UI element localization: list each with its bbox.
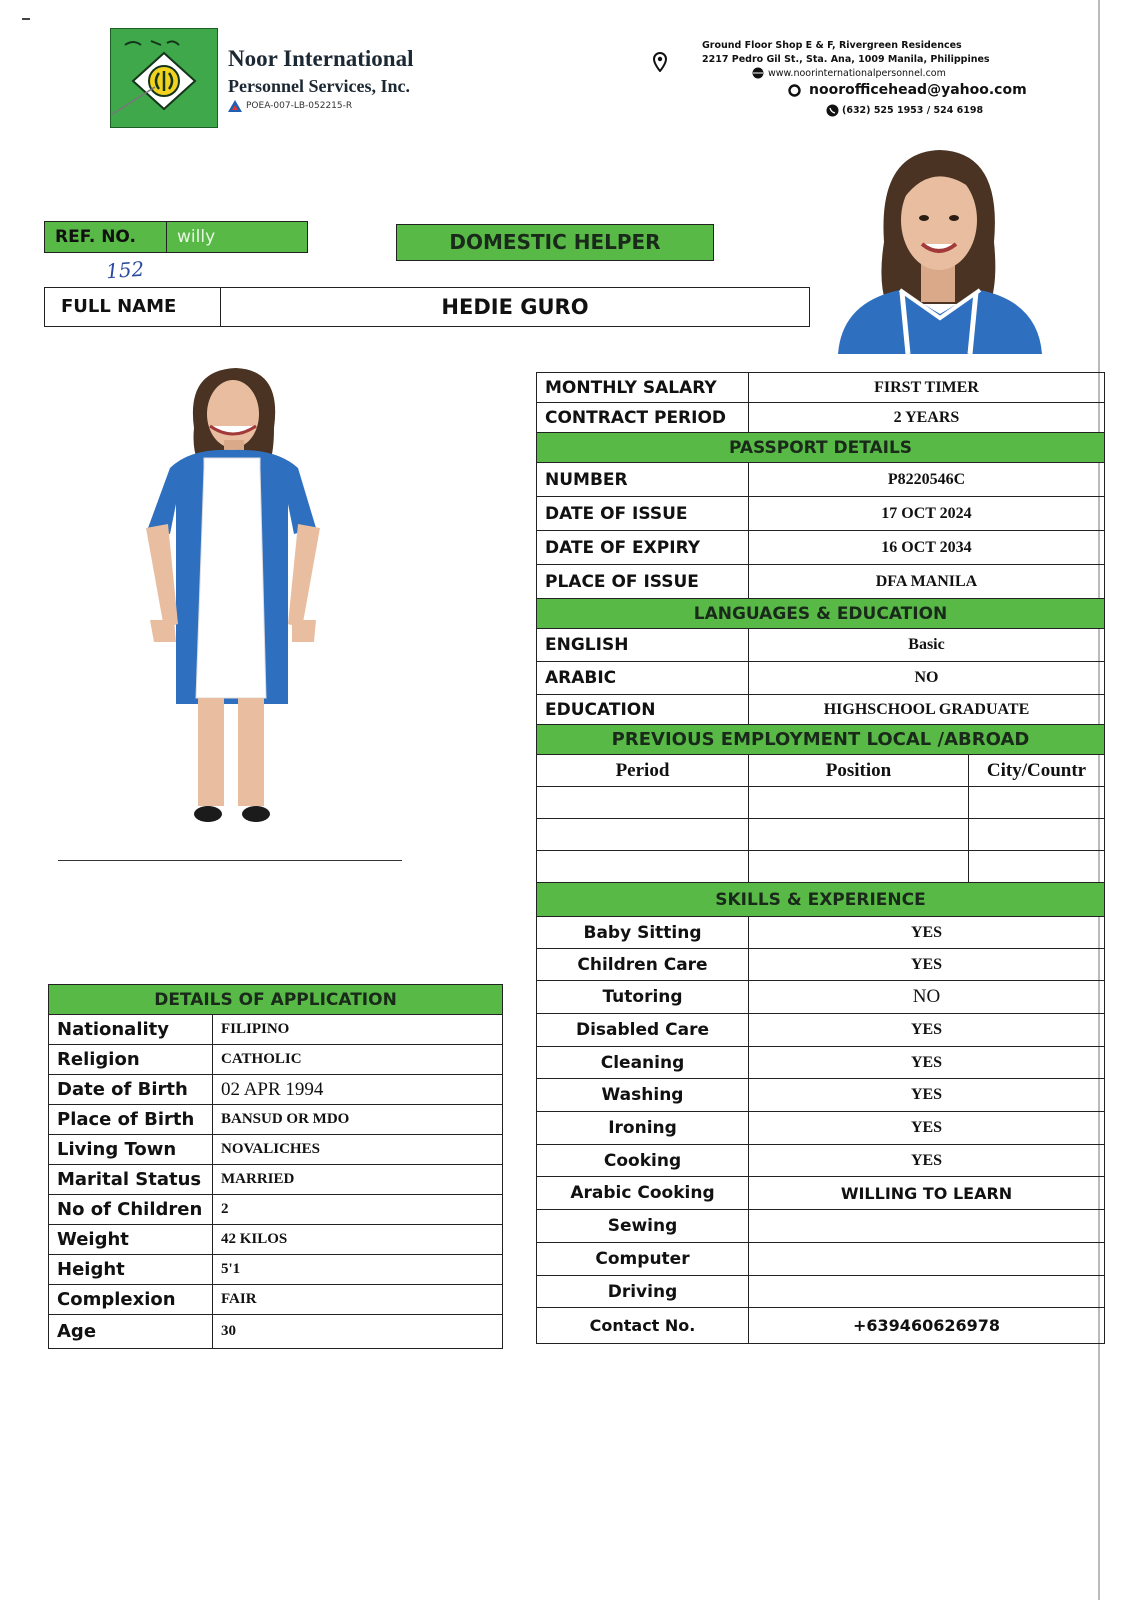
section-header-employment: PREVIOUS EMPLOYMENT LOCAL /ABROAD	[537, 725, 1105, 755]
address-line-2: 2217 Pedro Gil St., Sta. Ana, 1009 Manila, Philippines	[702, 54, 990, 65]
poea-triangle-icon	[228, 100, 242, 112]
skill-label: Tutoring	[537, 981, 749, 1014]
skill-value: YES	[749, 1047, 1105, 1079]
main-details-table	[536, 372, 1105, 1344]
app-value: NOVALICHES	[213, 1135, 503, 1165]
application-details-table	[48, 984, 503, 1349]
scan-corner-mark	[22, 18, 30, 20]
app-label: Age	[49, 1315, 213, 1349]
company-name: Noor International	[228, 46, 414, 71]
row-value: P8220546C	[749, 463, 1105, 497]
row-label: NUMBER	[537, 463, 749, 497]
skill-value: YES	[749, 1112, 1105, 1145]
section-header-passport: PASSPORT DETAILS	[537, 433, 1105, 463]
app-label: No of Children	[49, 1195, 213, 1225]
company-subtitle: Personnel Services, Inc.	[228, 76, 410, 96]
app-label: Religion	[49, 1045, 213, 1075]
email-row	[788, 82, 1027, 98]
skill-label: Driving	[537, 1276, 749, 1308]
section-header-languages: LANGUAGES & EDUCATION	[537, 599, 1105, 629]
skill-value: NO	[749, 981, 1105, 1014]
contact-number: +639460626978	[749, 1308, 1105, 1344]
skill-value	[749, 1243, 1105, 1276]
photo-floor-line	[58, 860, 402, 861]
column-header-period: Period	[537, 755, 749, 787]
phone-icon	[826, 104, 839, 117]
row-value: Basic	[749, 629, 1105, 662]
row-value: 17 OCT 2024	[749, 497, 1105, 531]
email-text: noorofficehead@yahoo.com	[809, 82, 1027, 98]
row-value: FIRST TIMER	[749, 373, 1105, 403]
app-value: MARRIED	[213, 1165, 503, 1195]
employment-empty-row	[537, 851, 1105, 883]
phone-text: (632) 525 1953 / 524 6198	[842, 105, 984, 116]
address-line-1: Ground Floor Shop E & F, Rivergreen Residences	[702, 40, 962, 51]
ref-no-box	[44, 221, 308, 253]
license-number: POEA-007-LB-052215-R	[246, 101, 353, 111]
row-value: 16 OCT 2034	[749, 531, 1105, 565]
row-label: DATE OF ISSUE	[537, 497, 749, 531]
app-label: Height	[49, 1255, 213, 1285]
website-text: www.noorinternationalpersonnel.com	[768, 67, 946, 79]
column-header-position: Position	[749, 755, 969, 787]
handwritten-ref-number: 152	[105, 256, 145, 284]
portrait-photo	[836, 132, 1042, 354]
column-header-city: City/Countr	[969, 755, 1105, 787]
globe-icon	[752, 67, 764, 79]
row-value: HIGHSCHOOL GRADUATE	[749, 695, 1105, 725]
full-body-photo	[120, 368, 340, 858]
email-icon	[788, 84, 801, 97]
row-value: 2 YEARS	[749, 403, 1105, 433]
app-value: FAIR	[213, 1285, 503, 1315]
row-value: DFA MANILA	[749, 565, 1105, 599]
row-label: DATE OF EXPIRY	[537, 531, 749, 565]
employment-empty-row	[537, 819, 1105, 851]
skill-label: Children Care	[537, 949, 749, 981]
app-label: Place of Birth	[49, 1105, 213, 1135]
row-value: NO	[749, 662, 1105, 695]
skill-value: WILLING TO LEARN	[749, 1177, 1105, 1210]
skill-value: YES	[749, 949, 1105, 981]
skill-label: Washing	[537, 1079, 749, 1112]
website-row	[752, 67, 946, 79]
app-label: Living Town	[49, 1135, 213, 1165]
app-value: 5'1	[213, 1255, 503, 1285]
app-label: Complexion	[49, 1285, 213, 1315]
skill-label: Arabic Cooking	[537, 1177, 749, 1210]
app-label: Marital Status	[49, 1165, 213, 1195]
ref-no-value: willy	[177, 227, 216, 247]
skill-value: YES	[749, 1014, 1105, 1047]
skill-value: YES	[749, 1145, 1105, 1177]
full-name-label: FULL NAME	[45, 288, 221, 326]
app-value: 2	[213, 1195, 503, 1225]
app-value: 02 APR 1994	[213, 1075, 503, 1105]
section-header-application: DETAILS OF APPLICATION	[49, 985, 503, 1015]
skill-value	[749, 1276, 1105, 1308]
skill-label: Disabled Care	[537, 1014, 749, 1047]
ref-no-label: REF. NO.	[45, 222, 167, 252]
skill-label: Cleaning	[537, 1047, 749, 1079]
app-value: FILIPINO	[213, 1015, 503, 1045]
company-logo	[110, 28, 218, 128]
skill-value: YES	[749, 1079, 1105, 1112]
full-name-row	[44, 287, 810, 327]
row-label: ARABIC	[537, 662, 749, 695]
row-label: ENGLISH	[537, 629, 749, 662]
table-row	[537, 373, 1105, 403]
row-label: MONTHLY SALARY	[537, 373, 749, 403]
skill-value: YES	[749, 917, 1105, 949]
full-name-value: HEDIE GURO	[441, 295, 589, 319]
row-label: EDUCATION	[537, 695, 749, 725]
location-pin-icon	[652, 52, 668, 72]
row-label: PLACE OF ISSUE	[537, 565, 749, 599]
app-value: 42 KILOS	[213, 1225, 503, 1255]
contact-label: Contact No.	[537, 1308, 749, 1344]
app-label: Date of Birth	[49, 1075, 213, 1105]
app-label: Nationality	[49, 1015, 213, 1045]
table-row	[537, 403, 1105, 433]
app-value: CATHOLIC	[213, 1045, 503, 1075]
row-label: CONTRACT PERIOD	[537, 403, 749, 433]
phone-row	[826, 104, 983, 117]
section-header-skills: SKILLS & EXPERIENCE	[537, 883, 1105, 917]
app-value: 30	[213, 1315, 503, 1349]
skill-label: Baby Sitting	[537, 917, 749, 949]
app-label: Weight	[49, 1225, 213, 1255]
skill-label: Computer	[537, 1243, 749, 1276]
employment-empty-row	[537, 787, 1105, 819]
skill-label: Ironing	[537, 1112, 749, 1145]
app-value: BANSUD OR MDO	[213, 1105, 503, 1135]
skill-label: Sewing	[537, 1210, 749, 1243]
license-row	[228, 100, 352, 112]
position-title: DOMESTIC HELPER	[396, 224, 714, 261]
skill-value	[749, 1210, 1105, 1243]
skill-label: Cooking	[537, 1145, 749, 1177]
